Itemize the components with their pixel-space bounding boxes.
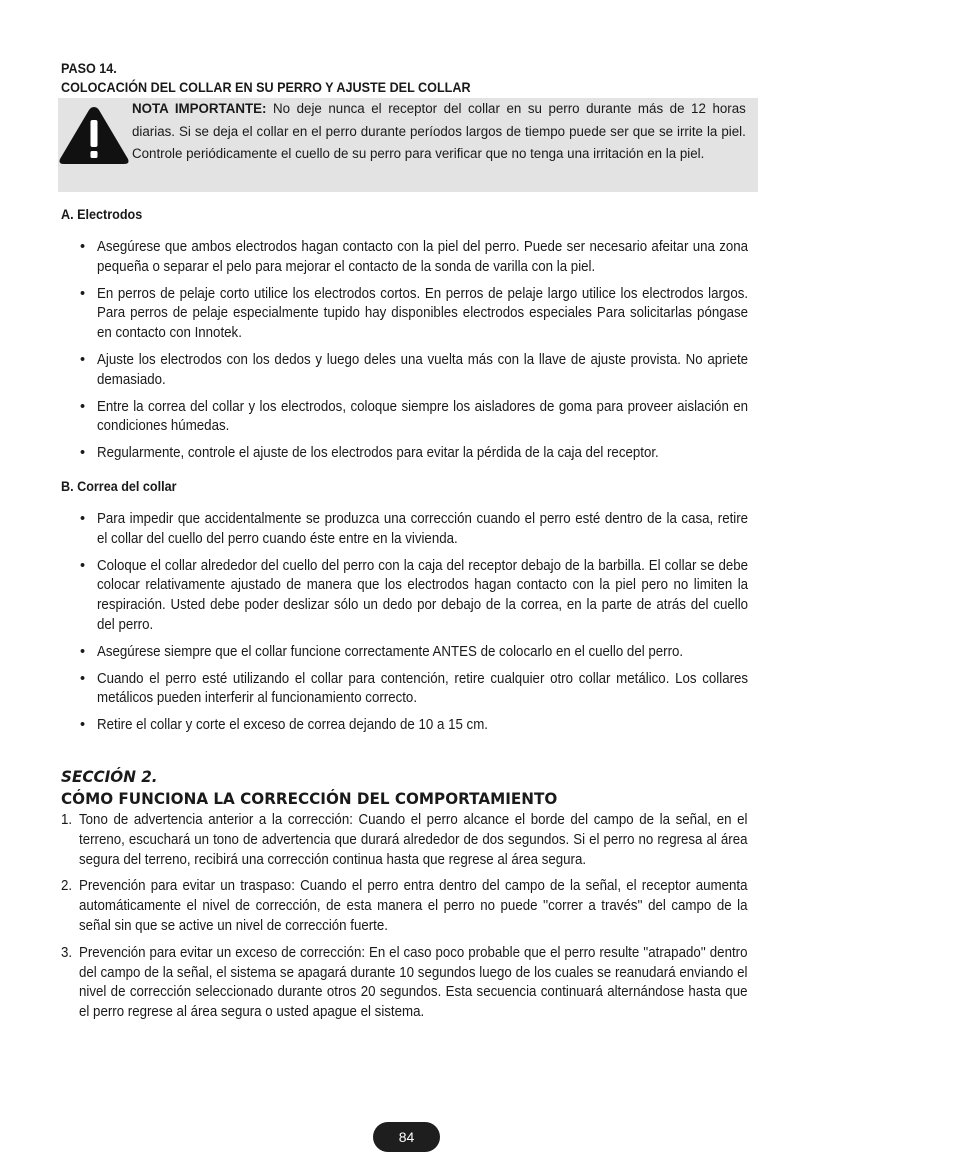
section-title: CÓMO FUNCIONA LA CORRECCIÓN DEL COMPORTAMIENTO xyxy=(61,788,558,808)
step-label: PASO 14. xyxy=(61,60,117,76)
list-item: • Entre la correa del collar y los electrodos, coloque siempre los aisladores de goma para proveer aislación en condiciones húmedas. xyxy=(80,398,749,435)
electrodes-list xyxy=(61,238,747,464)
list-item: • Ajuste los electrodos con los dedos y luego deles una vuelta más con la llave de ajuste provista. No apriete demasiado. xyxy=(80,351,749,388)
section-label: SECCIÓN 2. xyxy=(61,766,158,786)
list-item: 2. Prevención para evitar un traspaso: Cuando el perro entra dentro del campo de la señal, el receptor aumenta automáticamente el nivel de corrección, de esta manera el perro no puede ''correr a través'' del campo de la señal sin que se active un nivel de corrección fuerte. xyxy=(61,878,748,934)
list-item: 1. Tono de advertencia anterior a la corrección: Cuando el perro alcance el borde del campo de la señal, en el terreno, escuchará un tono de advertencia que durará alrededor de dos segundos. Si el perro no regresa al área segura del terreno, recibirá una corrección continua hasta que regrese al área segura. xyxy=(61,811,748,868)
section-list xyxy=(61,811,747,1023)
electrodes-heading: A. Electrodos xyxy=(61,206,143,222)
important-note-box xyxy=(58,98,758,192)
important-note-lead: NOTA IMPORTANTE: xyxy=(132,101,267,117)
list-item: • Para impedir que accidentalmente se produzca una corrección cuando el perro esté dentro de la casa, retire el collar del cuello del perro cuando éste entre en la vivienda. xyxy=(80,510,749,547)
warning-triangle-icon xyxy=(58,104,130,166)
manual-page xyxy=(61,58,747,1023)
list-item: • Cuando el perro esté utilizando el collar para contención, retire cualquier otro collar metálico. Los collares metálicos pueden interferir al funcionamiento correcto. xyxy=(80,670,749,707)
important-note-body: No deje nunca el receptor del collar en su perro durante más de 12 horas diarias. Si se deja el collar en el perro durante períodos largos de tiempo puede ser que se irrite la piel. Controle periódicamente el cuello de su perro para verificar que no tenga una irritación en la piel. xyxy=(132,101,746,162)
page-number: 84 xyxy=(373,1122,440,1152)
list-item: • Regularmente, controle el ajuste de los electrodos para evitar la pérdida de la caja del receptor. xyxy=(80,445,659,462)
list-item: • Asegúrese siempre que el collar funcione correctamente ANTES de colocarlo en el cuello del perro. xyxy=(80,643,684,660)
strap-heading: B. Correa del collar xyxy=(61,477,177,494)
list-item: • Retire el collar y corte el exceso de correa dejando de 10 a 15 cm. xyxy=(80,717,488,734)
list-item: • Asegúrese que ambos electrodos hagan contacto con la piel del perro. Puede ser necesario afeitar una zona pequeña o separar el pelo para mejorar el contacto de la sonda de varilla con la piel. xyxy=(80,239,749,275)
step-title: COLOCACIÓN DEL COLLAR EN SU PERRO Y AJUSTE DEL COLLAR xyxy=(61,79,471,95)
list-item: • Coloque el collar alrededor del cuello del perro con la caja del receptor debajo de la barbilla. El collar se debe colocar relativamente ajustado de manera que los electrodos hagan contacto con la piel pero no limiten la respiración. Usted debe poder deslizar sólo un dedo por debajo de la correa, en la parte de atrás del cuello del perro. xyxy=(80,557,749,633)
important-note-text xyxy=(132,98,746,166)
strap-list xyxy=(61,510,747,736)
list-item: 3. Prevención para evitar un exceso de corrección: En el caso poco probable que el perro resulte ''atrapado'' dentro del campo de la señal, el sistema se apagará durante 10 segundos luego de los cuales se reanudará enviando el nivel de corrección seleccionado durante otros 20 segundos. Esta secuencia continuará alternándose hasta que el perro regrese al área segura o usted apague el sistema. xyxy=(61,944,748,1021)
list-item: • En perros de pelaje corto utilice los electrodos cortos. En perros de pelaje largo utilice los electrodos largos. Para perros de pelaje especialmente tupido hay disponibles electrodos especiales Para solicitarlas póngase en contacto con Innotek. xyxy=(80,285,749,342)
